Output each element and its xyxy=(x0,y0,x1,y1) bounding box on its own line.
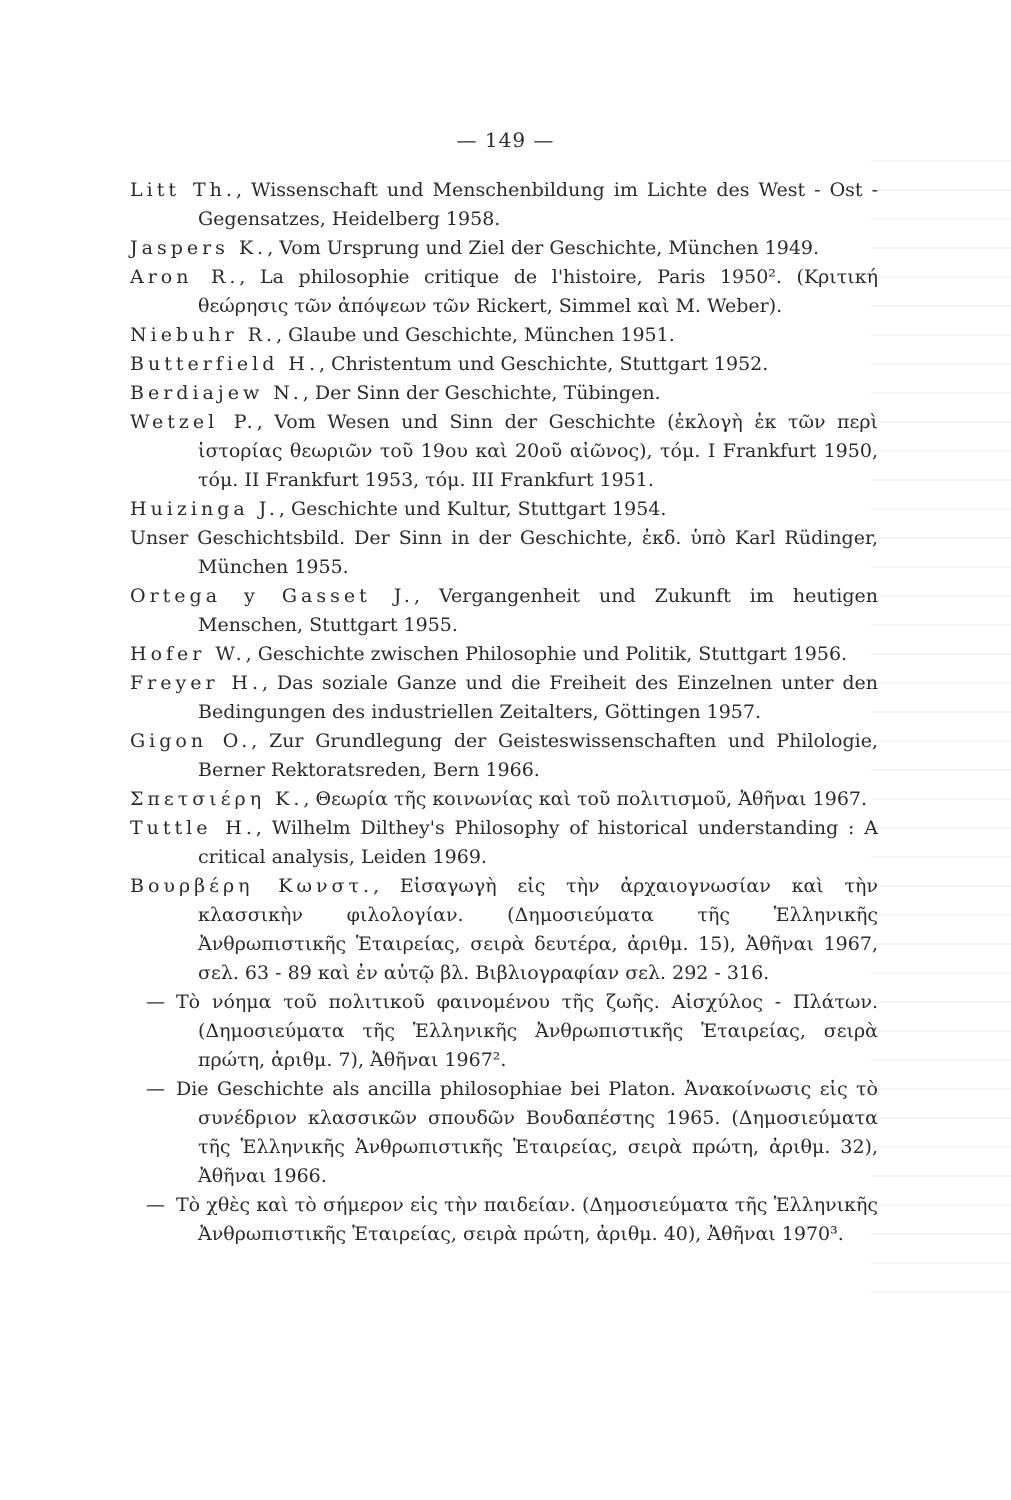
entry-text: , Θεωρία τῆς κοινωνίας καὶ τοῦ πολιτισμοῦ, Ἀθῆναι 1967. xyxy=(303,788,868,810)
bibliography-list xyxy=(130,176,878,1249)
entry-author: Freyer H. xyxy=(130,672,263,694)
entry-author: Σπετσιέρη Κ. xyxy=(130,788,304,810)
show-through-text xyxy=(871,160,1011,1310)
entry-text: , Zur Grundlegung der Geisteswissenschaften und Philologie, Berner Rektoratsreden, Bern 1966. xyxy=(198,730,878,781)
page-number: — 149 — xyxy=(456,128,555,152)
bibliography-entry xyxy=(130,495,878,524)
entry-text: , Glaube und Geschichte, München 1951. xyxy=(276,324,675,346)
bibliography-entry xyxy=(130,350,878,379)
bibliography-sub-entry xyxy=(130,988,878,1075)
entry-text: , La philosophie critique de l'histoire, Paris 1950². (Κριτική θεώρησις τῶν ἀπόψεων τῶν Rickert, Simmel καὶ M. Weber). xyxy=(198,266,878,317)
em-dash: — xyxy=(146,1194,165,1216)
entry-text: , Wilhelm Dilthey's Philosophy of historical understanding : A critical analysis, Leiden 1969. xyxy=(198,817,878,868)
entry-author: Wetzel P. xyxy=(130,411,257,433)
entry-author: Niebuhr R. xyxy=(130,324,277,346)
bibliography-entry xyxy=(130,582,878,640)
entry-text: , Wissenschaft und Menschenbildung im Lichte des West - Ost - Gegensatzes, Heidelberg 1958. xyxy=(198,179,878,230)
bibliography-entry xyxy=(130,379,878,408)
entry-text: , Geschichte und Kultur, Stuttgart 1954. xyxy=(278,498,667,520)
bibliography-entry xyxy=(130,524,878,582)
entry-text: , Vom Wesen und Sinn der Geschichte (ἐκλογὴ ἐκ τῶν περὶ ἱστορίας θεωριῶν τοῦ 19ου καὶ 20οῦ αἰῶνος), τόμ. I Frankfurt 1950, τόμ. II Frankfurt 1953, τόμ. III Frankfurt 1951. xyxy=(198,411,878,491)
entry-text: , Der Sinn der Geschichte, Tübingen. xyxy=(302,382,661,404)
entry-text: , Das soziale Ganze und die Freiheit des Einzelnen unter den Bedingungen des industriellen Zeitalters, Göttingen 1957. xyxy=(198,672,878,723)
bibliography-sub-entry xyxy=(130,1191,878,1249)
entry-text: , Εἰσαγωγὴ εἰς τὴν ἀρχαιογνωσίαν καὶ τὴν κλασσικὴν φιλολογίαν. (Δημοσιεύματα τῆς Ἑλληνικῆς Ἀνθρωπιστικῆς Ἑταιρείας, σειρὰ δευτέρα, ἀριθμ. 15), Ἀθῆναι 1967, σελ. 63 - 89 καὶ ἐν αὐτῷ βλ. Βιβλιογραφίαν σελ. 292 - 316. xyxy=(198,875,878,984)
bibliography-entry xyxy=(130,814,878,872)
entry-author: Litt Th. xyxy=(130,179,236,201)
bibliography-sub-entry xyxy=(130,1075,878,1191)
bibliography-entry xyxy=(130,669,878,727)
entry-author: Aron R. xyxy=(130,266,240,288)
entry-author: Huizinga J. xyxy=(130,498,279,520)
entry-text: , Vergangenheit und Zukunft im heutigen Menschen, Stuttgart 1955. xyxy=(198,585,878,636)
bibliography-entry xyxy=(130,321,878,350)
entry-text: , Vom Ursprung und Ziel der Geschichte, München 1949. xyxy=(267,237,820,259)
entry-text: Die Geschichte als ancilla philosophiae bei Platon. Ἀνακοίνωσις εἰς τὸ συνέδριον κλασσικῶν σπουδῶν Βουδαπέστης 1965. (Δημοσιεύματα τῆς Ἑλληνικῆς Ἀνθρωπιστικῆς Ἑταιρείας, σειρὰ πρώτη, ἀριθμ. 32), Ἀθῆναι 1966. xyxy=(176,1078,878,1187)
entry-text: Unser Geschichtsbild. Der Sinn in der Geschichte, ἐκδ. ὑπὸ Karl Rüdinger, München 1955. xyxy=(130,527,878,578)
entry-text: Τὸ χθὲς καὶ τὸ σήμερον εἰς τὴν παιδείαν. (Δημοσιεύματα τῆς Ἑλληνικῆς Ἀνθρωπιστικῆς Ἑταιρείας, σειρὰ πρώτη, ἀριθμ. 40), Ἀθῆναι 1970³. xyxy=(176,1194,878,1245)
entry-author: Gigon O. xyxy=(130,730,252,752)
entry-text: Τὸ νόημα τοῦ πολιτικοῦ φαινομένου τῆς ζωῆς. Αἰσχύλος - Πλάτων. (Δημοσιεύματα τῆς Ἑλληνικῆς Ἀνθρωπιστικῆς Ἑταιρείας, σειρὰ πρώτη, ἀριθμ. 7), Ἀθῆναι 1967². xyxy=(176,991,878,1071)
bibliography-entry xyxy=(130,640,878,669)
bibliography-entry xyxy=(130,234,878,263)
bibliography-entry xyxy=(130,727,878,785)
entry-author: Jaspers K. xyxy=(130,237,268,259)
bibliography-entry xyxy=(130,408,878,495)
entry-author: Berdiajew N. xyxy=(130,382,303,404)
em-dash: — xyxy=(146,991,165,1013)
entry-text: , Geschichte zwischen Philosophie und Politik, Stuttgart 1956. xyxy=(245,643,848,665)
entry-author: Butterfield H. xyxy=(130,353,320,375)
entry-author: Tuttle H. xyxy=(130,817,256,839)
entry-author: Βουρβέρη Κωνστ. xyxy=(130,875,374,897)
bibliography-entry xyxy=(130,263,878,321)
entry-text: , Christentum und Geschichte, Stuttgart 1952. xyxy=(319,353,769,375)
entry-author: Ortega y Gasset J. xyxy=(130,585,414,607)
bibliography-entry xyxy=(130,176,878,234)
bibliography-entry xyxy=(130,872,878,988)
em-dash: — xyxy=(146,1078,165,1100)
bibliography-entry xyxy=(130,785,878,814)
entry-author: Hofer W. xyxy=(130,643,246,665)
